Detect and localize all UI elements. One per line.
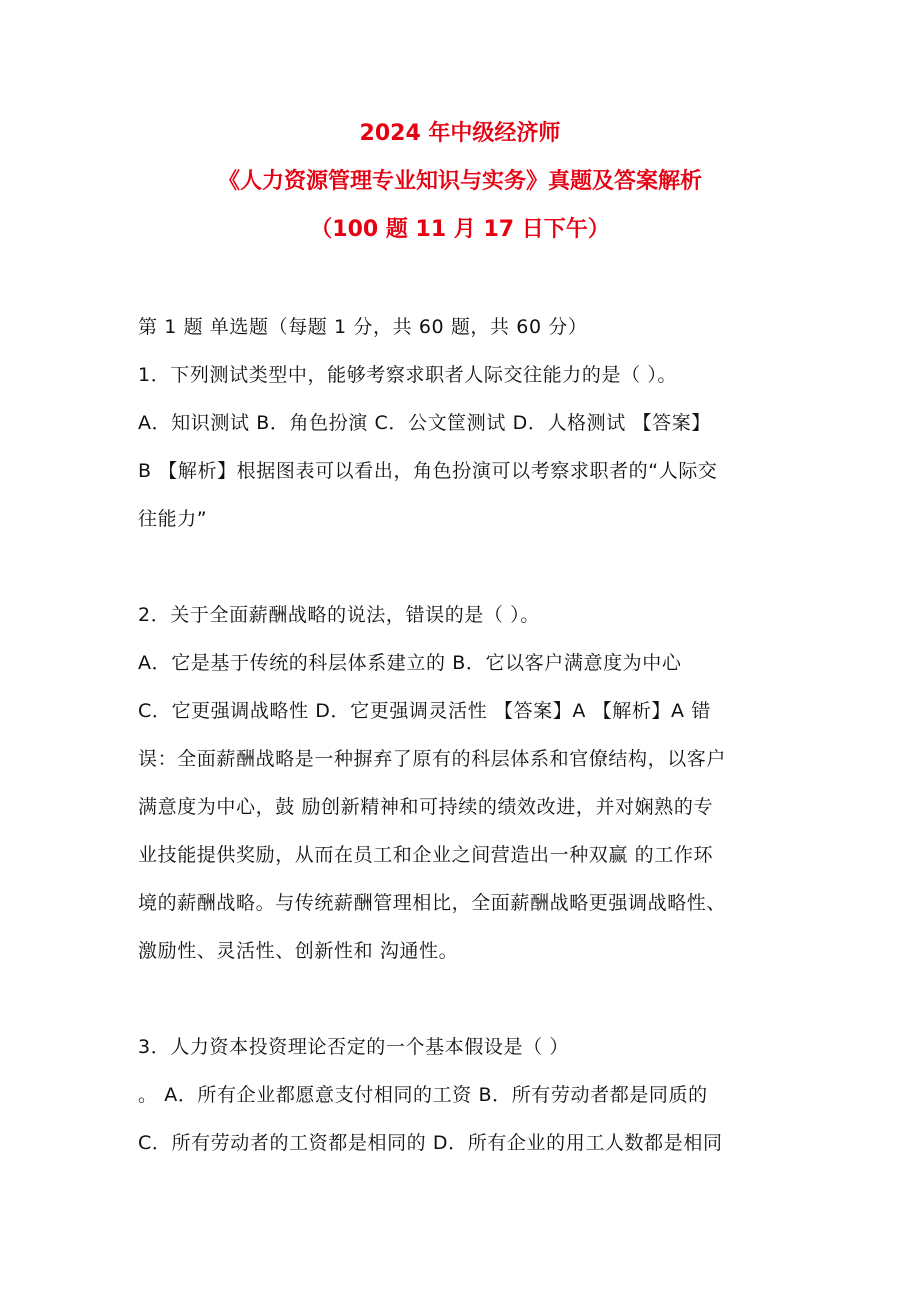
- question-3-line: 3．人力资本投资理论否定的一个基本假设是（ ）: [138, 1036, 569, 1058]
- question-2-line: 误：全面薪酬战略是一种摒弃了原有的科层体系和官僚结构，以客户: [138, 748, 727, 770]
- section-heading: 第 1 题 单选题（每题 1 分，共 60 题，共 60 分）: [138, 316, 588, 338]
- question-2: [138, 591, 798, 975]
- document-title: [0, 110, 920, 254]
- paragraph-gap: [138, 975, 798, 1023]
- question-3: [138, 1023, 798, 1167]
- paragraph-gap: [138, 543, 798, 591]
- question-2-line: A．它是基于传统的科层体系建立的 B．它以客户满意度为中心: [138, 652, 682, 674]
- question-2-line: 满意度为中心，鼓 励创新精神和可持续的绩效改进，并对娴熟的专: [138, 796, 714, 818]
- question-1: [138, 351, 798, 543]
- title-line-1: 2024 年中级经济师: [359, 121, 561, 146]
- question-2-line: C．它更强调战略性 D．它更强调灵活性 【答案】A 【解析】A 错: [138, 700, 711, 722]
- title-line-2: 《人力资源管理专业知识与实务》真题及答案解析: [217, 169, 702, 194]
- question-1-line: 1．下列测试类型中，能够考察求职者人际交往能力的是（ ）。: [138, 364, 678, 386]
- question-3-line: C．所有劳动者的工资都是相同的 D．所有企业的用工人数都是相同: [138, 1132, 723, 1154]
- question-2-line: 境的薪酬战略。与传统薪酬管理相比，全面薪酬战略更强调战略性、: [138, 892, 727, 914]
- title-line-3: （100 题 11 月 17 日下午）: [310, 217, 610, 242]
- document-body: [138, 303, 798, 1167]
- question-1-line: 往能力”: [138, 508, 208, 530]
- question-2-line: 2．关于全面薪酬战略的说法，错误的是（ ）。: [138, 604, 540, 626]
- question-2-line: 业技能提供奖励，从而在员工和企业之间营造出一种双赢 的工作环: [138, 844, 714, 866]
- question-2-line: 激励性、灵活性、创新性和 沟通性。: [138, 940, 459, 962]
- question-3-line: 。 A．所有企业都愿意支付相同的工资 B．所有劳动者都是同质的: [138, 1084, 708, 1106]
- question-1-line: A．知识测试 B．角色扮演 C．公文筐测试 D．人格测试 【答案】: [138, 412, 711, 434]
- question-1-line: B 【解析】根据图表可以看出，角色扮演可以考察求职者的“人际交: [138, 460, 718, 482]
